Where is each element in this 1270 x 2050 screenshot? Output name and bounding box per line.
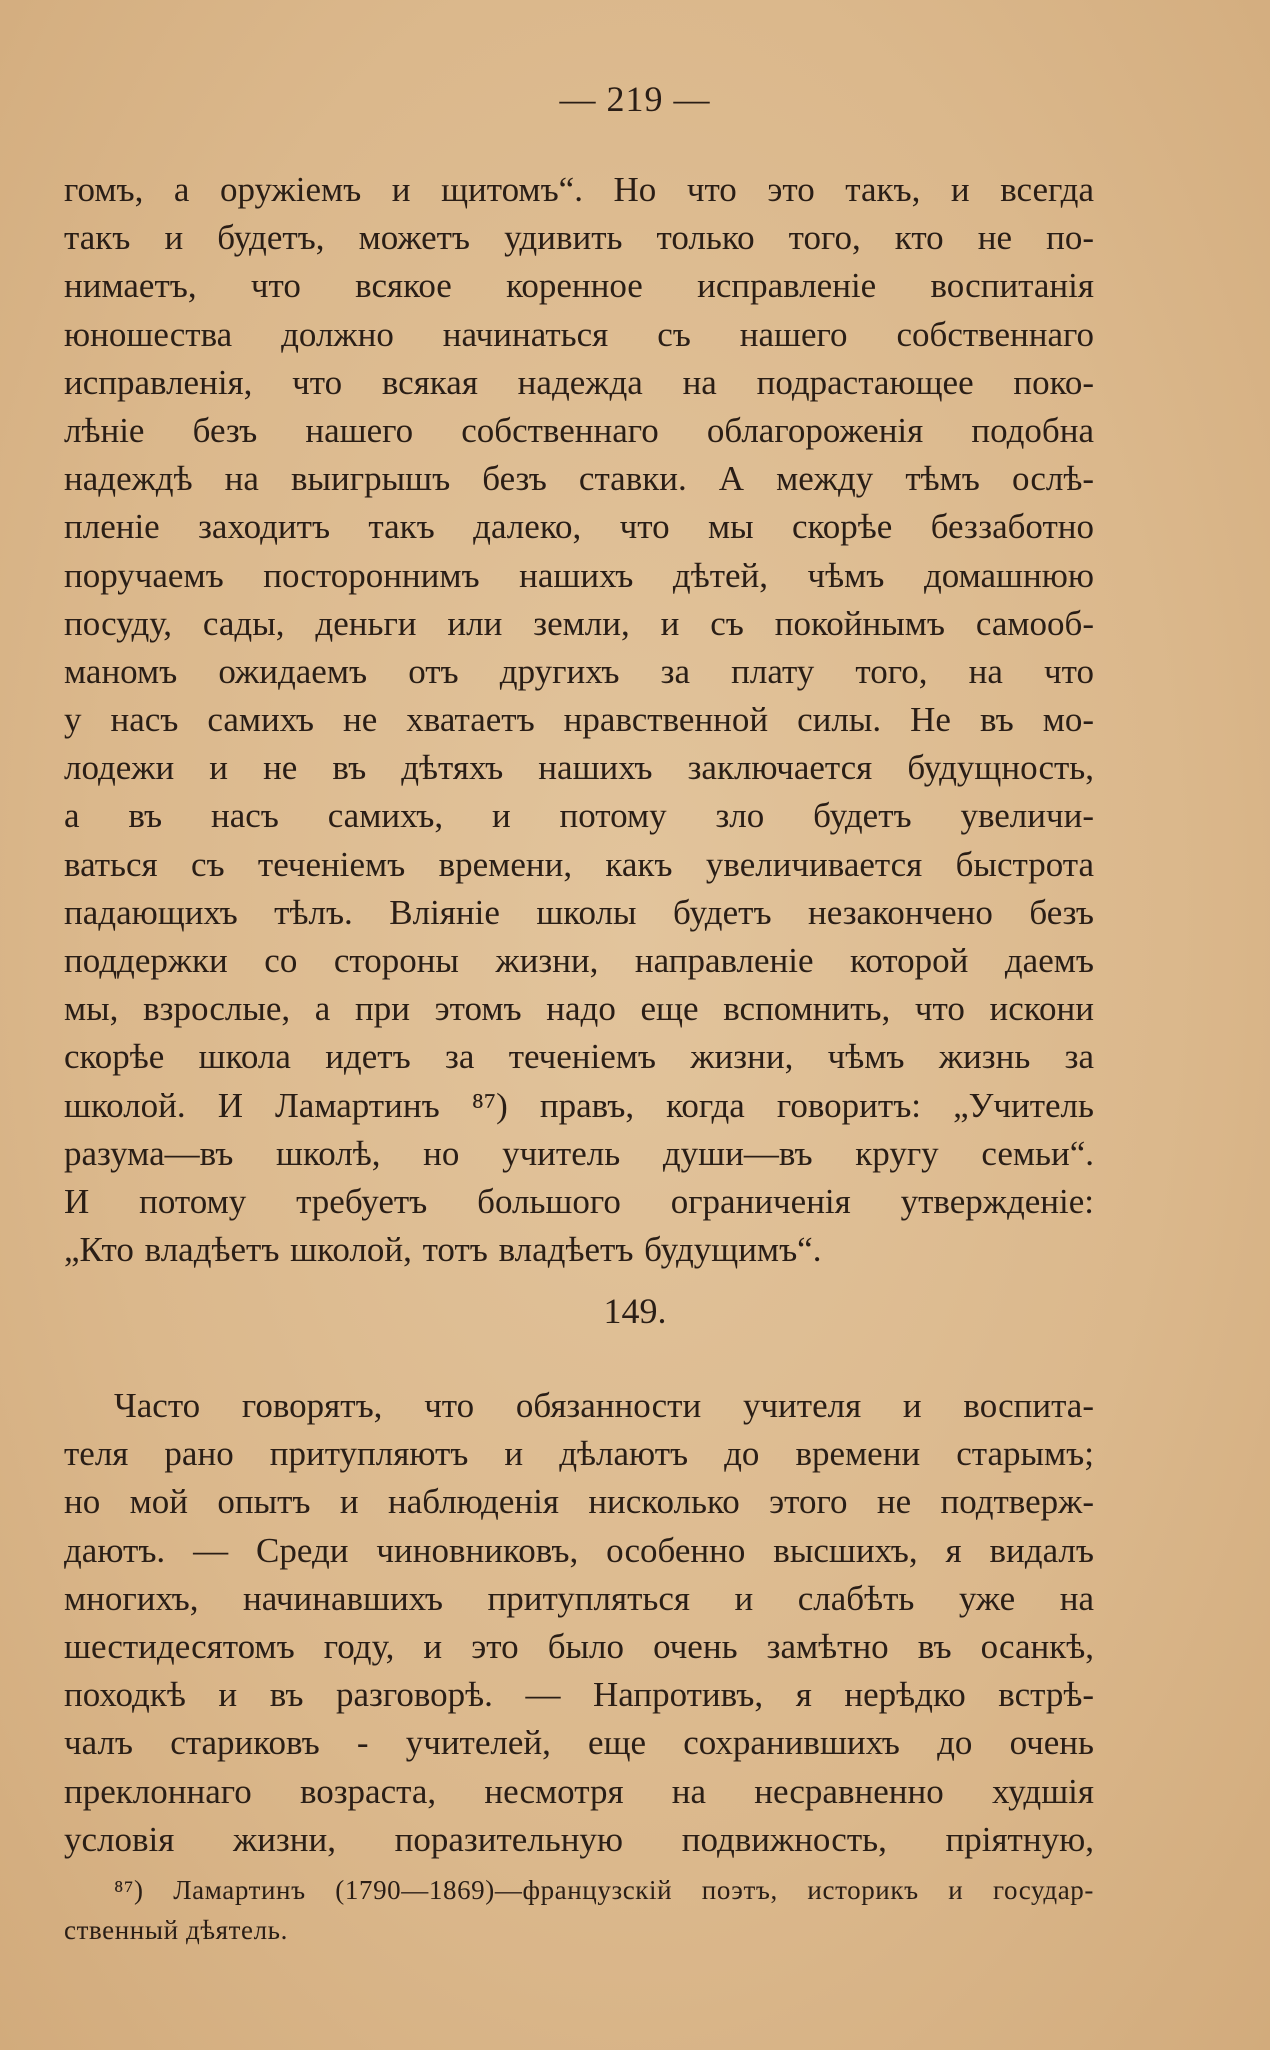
text-line: преклоннаго возраста, несмотря на несравненно худшія xyxy=(64,1771,1094,1811)
text-line: посуду, сады, деньги или земли, и съ покойнымъ самооб- xyxy=(64,603,1094,643)
text-line: гомъ, а оружіемъ и щитомъ“. Но что это такъ, и всегда xyxy=(64,170,1094,209)
text-line: но мой опытъ и наблюденія нисколько этого не подтверж- xyxy=(64,1482,1094,1522)
text-line: нимаетъ, что всякое коренное исправленіе воспитанія xyxy=(64,266,1094,306)
text-line: многихъ, начинавшихъ притупляться и слабѣть уже на xyxy=(64,1578,1094,1618)
text-line: лѣніе безъ нашего собственнаго облагороженія подобна xyxy=(64,410,1094,450)
text-line: шестидесятомъ году, и это было очень замѣтно въ осанкѣ, xyxy=(64,1626,1094,1666)
section-number: 149. xyxy=(603,1291,667,1331)
text-line: теля рано притупляютъ и дѣлаютъ до времени старымъ; xyxy=(64,1434,1094,1474)
text-line: надеждѣ на выигрышъ безъ ставки. А между тѣмъ ослѣ- xyxy=(64,459,1094,499)
paragraph-section-149 xyxy=(64,1382,1094,1864)
text-line: поручаемъ постороннимъ нашихъ дѣтей, чѣмъ домашнюю xyxy=(64,555,1094,595)
footnote-line: ⁸⁷) Ламартинъ (1790—1869)—французскій поэтъ, историкъ и государ- xyxy=(114,1875,1094,1905)
text-line: пленіе заходитъ такъ далеко, что мы скорѣе беззаботно xyxy=(64,507,1094,547)
text-line: „Кто владѣетъ школой, тотъ владѣетъ будущимъ“. xyxy=(64,1230,822,1270)
text-line: скорѣе школа идетъ за теченіемъ жизни, чѣмъ жизнь за xyxy=(64,1037,1094,1077)
text-line: юношества должно начинаться съ нашего собственнаго xyxy=(64,314,1094,354)
footnote xyxy=(64,1870,1094,1950)
text-line: падающихъ тѣлъ. Вліяніе школы будетъ незакончено безъ xyxy=(64,892,1094,932)
text-line: исправленія, что всякая надежда на подрастающее поко- xyxy=(64,362,1094,402)
text-line: мы, взрослые, а при этомъ надо еще вспомнить, что искони xyxy=(64,989,1094,1029)
text-line: чалъ стариковъ - учителей, еще сохранившихъ до очень xyxy=(64,1723,1094,1763)
text-line: даютъ. — Среди чиновниковъ, особенно высшихъ, я видалъ xyxy=(64,1530,1094,1570)
text-line: поддержки со стороны жизни, направленіе которой даемъ xyxy=(64,941,1094,980)
text-line: походкѣ и въ разговорѣ. — Напротивъ, я нерѣдко встрѣ- xyxy=(64,1675,1094,1715)
text-line: такъ и будетъ, можетъ удивить только того, кто не по- xyxy=(64,218,1094,258)
text-line: школой. И Ламартинъ ⁸⁷) правъ, когда говоритъ: „Учитель xyxy=(64,1085,1094,1125)
text-line: Часто говорятъ, что обязанности учителя и воспита- xyxy=(114,1386,1094,1425)
text-line: И потому требуетъ большого ограниченія утвержденіе: xyxy=(64,1181,1094,1221)
text-line: а въ насъ самихъ, и потому зло будетъ увеличи- xyxy=(64,796,1094,836)
text-line: маномъ ожидаемъ отъ другихъ за плату того, на что xyxy=(64,651,1094,691)
page-number: — 219 — xyxy=(559,79,711,119)
footnote-line: ственный дѣятель. xyxy=(64,1915,288,1945)
text-line: условія жизни, поразительную подвижность, пріятную, xyxy=(64,1819,1094,1859)
text-line: лодежи и не въ дѣтяхъ нашихъ заключается будущность, xyxy=(64,748,1094,788)
text-line: у насъ самихъ не хватаетъ нравственной силы. Не въ мо- xyxy=(64,700,1094,740)
text-line: ваться съ теченіемъ времени, какъ увеличивается быстрота xyxy=(64,844,1094,884)
paragraph-continued xyxy=(64,166,1094,1274)
text-line: разума—въ школѣ, но учитель души—въ кругу семьи“. xyxy=(64,1133,1094,1173)
